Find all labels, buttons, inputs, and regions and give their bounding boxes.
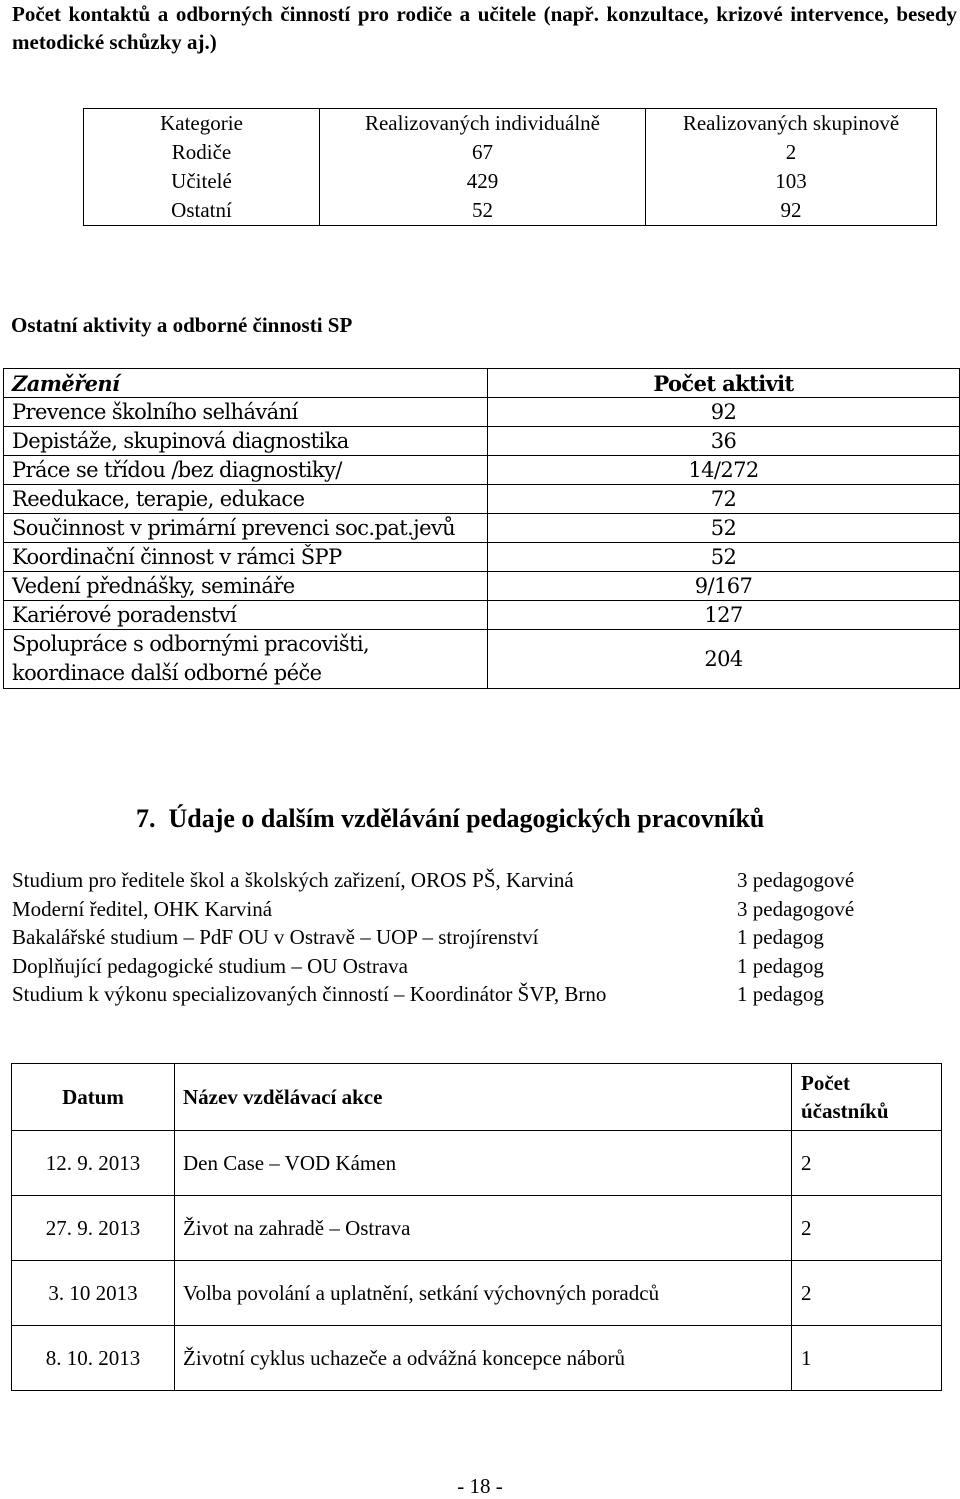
event-count: 2	[792, 1131, 942, 1196]
events-table	[11, 1063, 942, 1391]
table-cell: Součinnost v primární prevenci soc.pat.jevů	[4, 514, 488, 543]
header-cell: Realizovaných individuálně	[320, 109, 646, 139]
study-name: Studium pro ředitele škol a školských zařizení, OROS PŠ, Karviná	[12, 868, 574, 892]
table-row	[4, 630, 960, 689]
list-item	[12, 952, 854, 981]
study-name: Doplňující pedagogické studium – OU Ostrava	[12, 953, 409, 978]
table-row	[12, 1326, 942, 1391]
table-cell: Ostatní	[84, 196, 320, 226]
table-row	[4, 572, 960, 601]
table-cell: Rodiče	[84, 138, 320, 167]
activities-table	[3, 368, 960, 689]
table-row	[4, 456, 960, 485]
table-header-row	[12, 1064, 942, 1131]
table-cell: 72	[488, 485, 960, 514]
table-cell: 67	[320, 138, 646, 167]
table-cell: 127	[488, 601, 960, 630]
table-row	[12, 1261, 942, 1326]
table-row	[12, 1196, 942, 1261]
event-count: 1	[792, 1326, 942, 1391]
table-cell: 14/272	[488, 456, 960, 485]
event-date: 3. 10 2013	[12, 1261, 175, 1326]
event-name: Den Case – VOD Kámen	[175, 1131, 792, 1196]
header-cell: Počet aktivit	[488, 369, 960, 398]
table-cell: 9/167	[488, 572, 960, 601]
page-number: - 18 -	[457, 1474, 503, 1498]
study-count: 3 pedagogové	[737, 896, 855, 921]
table-cell: 429	[320, 167, 646, 196]
table-row	[12, 1131, 942, 1196]
table-cell: Práce se třídou /bez diagnostiky/	[4, 456, 488, 485]
study-name: Studium k výkonu specializovaných činností – Koordinátor ŠVP, Brno	[12, 982, 607, 1006]
event-name: Volba povolání a uplatnění, setkání výchovných poradců	[175, 1261, 792, 1326]
table-cell: 36	[488, 427, 960, 456]
event-name: Život na zahradě – Ostrava	[175, 1196, 792, 1261]
study-name: Moderní ředitel, OHK Karviná	[12, 896, 273, 921]
table-cell: 52	[488, 514, 960, 543]
table-cell: Prevence školního selhávání	[4, 398, 488, 427]
study-count: 1 pedagog	[737, 925, 824, 949]
cell-line: Spolupráce s odbornými pracovišti,	[12, 632, 370, 656]
table-row	[4, 543, 960, 572]
table-row	[84, 138, 937, 167]
table-row	[4, 485, 960, 514]
table-cell: Reedukace, terapie, edukace	[4, 485, 488, 514]
header-line: Počet	[801, 1071, 850, 1095]
table-row	[4, 514, 960, 543]
table-cell: 204	[488, 630, 960, 689]
list-item	[12, 980, 854, 1009]
list-item	[12, 895, 854, 924]
header-line: účastníků	[801, 1099, 889, 1123]
section-number: 7.	[136, 804, 156, 833]
study-count: 1 pedagog	[737, 982, 824, 1006]
table-cell: 103	[646, 167, 937, 196]
intro-paragraph: Počet kontaktů a odborných činností pro rodiče a učitele (např. konzultace, krizové intervence, besedy metodické schůzky aj.)	[12, 2, 957, 54]
study-name: Bakalářské studium – PdF OU v Ostravě – UOP – strojírenství	[12, 925, 539, 949]
event-count: 2	[792, 1261, 942, 1326]
table-cell	[4, 630, 488, 689]
event-count: 2	[792, 1196, 942, 1261]
table-header-row	[84, 109, 937, 139]
table-header-row	[4, 369, 960, 398]
section-title-text: Údaje o dalším vzdělávání pedagogických pracovníků	[168, 804, 765, 833]
list-item	[12, 923, 854, 952]
header-cell: Zaměření	[4, 369, 488, 398]
study-count: 3 pedagogové	[737, 868, 855, 892]
section-heading	[136, 804, 764, 834]
table-cell: Koordinační činnost v rámci ŠPP	[4, 543, 488, 572]
list-item	[12, 866, 854, 895]
table-cell: 2	[646, 138, 937, 167]
header-cell: Název vzdělávací akce	[175, 1064, 792, 1131]
header-cell: Kategorie	[84, 109, 320, 139]
contacts-table	[83, 108, 937, 226]
table-cell: Učitelé	[84, 167, 320, 196]
cell-line: koordinace další odborné péče	[12, 661, 322, 685]
table-cell: 52	[320, 196, 646, 226]
table-cell: Depistáže, skupinová diagnostika	[4, 427, 488, 456]
table-cell: 52	[488, 543, 960, 572]
header-cell: Realizovaných skupinově	[646, 109, 937, 139]
table-row	[4, 427, 960, 456]
table-cell: 92	[646, 196, 937, 226]
event-date: 12. 9. 2013	[12, 1131, 175, 1196]
table-row	[84, 196, 937, 226]
table-row	[4, 398, 960, 427]
header-cell	[792, 1064, 942, 1131]
table-cell: Vedení přednášky, semináře	[4, 572, 488, 601]
event-date: 8. 10. 2013	[12, 1326, 175, 1391]
table-cell: 92	[488, 398, 960, 427]
table-row	[4, 601, 960, 630]
study-count: 1 pedagog	[737, 953, 824, 978]
header-cell: Datum	[12, 1064, 175, 1131]
studies-list	[12, 866, 854, 1009]
event-date: 27. 9. 2013	[12, 1196, 175, 1261]
table-row	[84, 167, 937, 196]
table-cell: Kariérové poradenství	[4, 601, 488, 630]
section-title: Ostatní aktivity a odborné činnosti SP	[11, 313, 353, 337]
event-name: Životní cyklus uchazeče a odvážná koncepce náborů	[175, 1326, 792, 1391]
